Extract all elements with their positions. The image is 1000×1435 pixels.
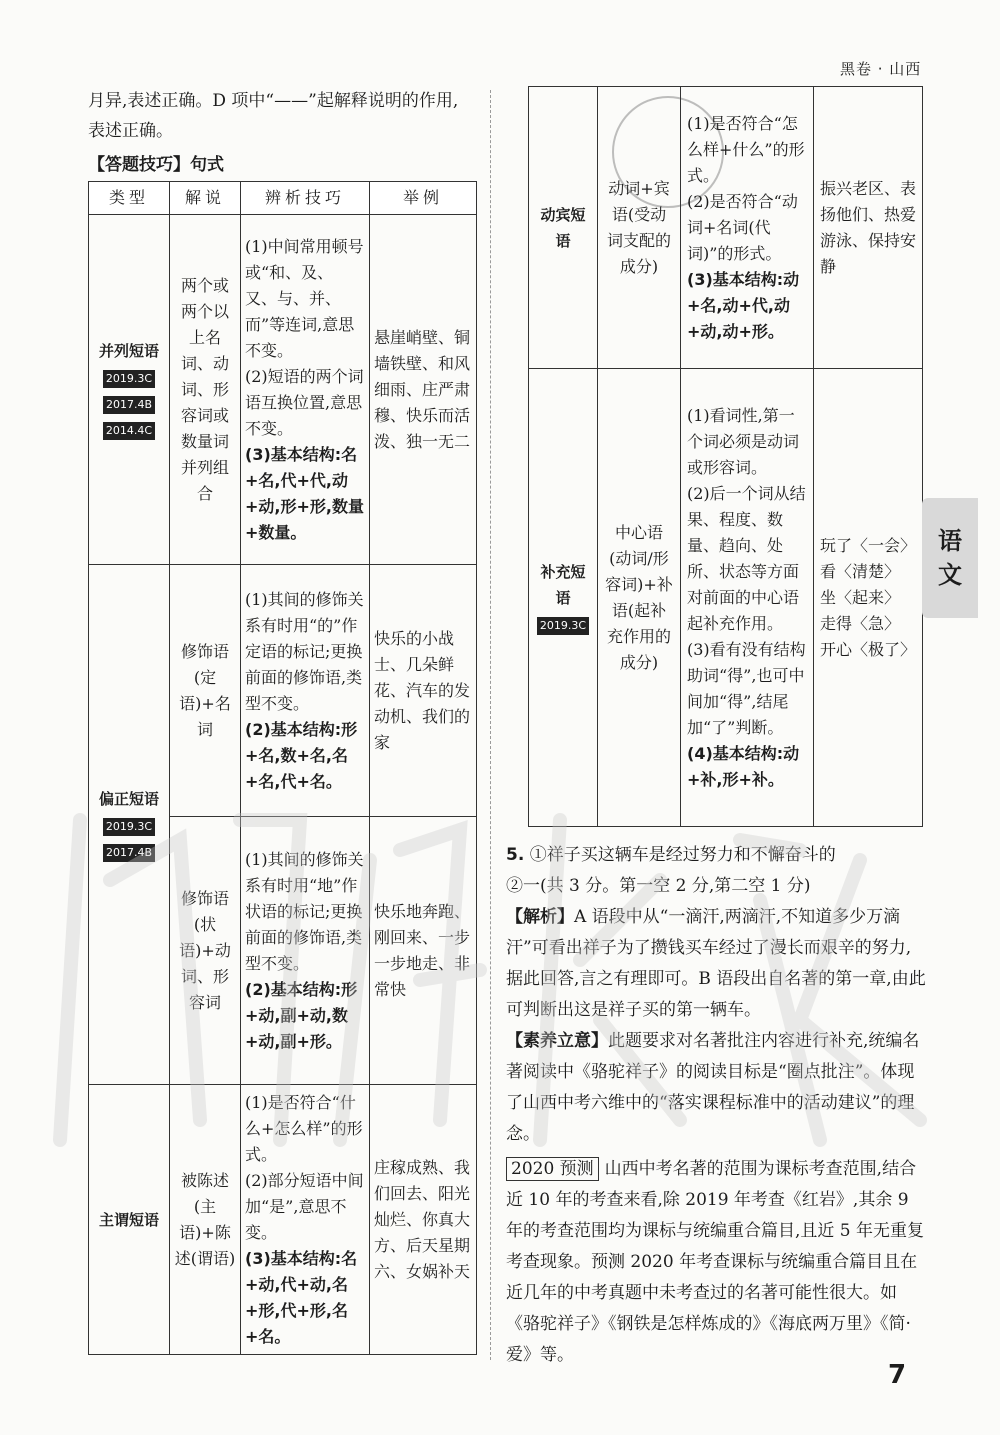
skill-cell (681, 87, 814, 369)
skill-text: (2)短语的两个词语互换位置,意思不变。 (245, 366, 364, 438)
left-column (88, 86, 478, 1355)
header-skill: 辨析技巧 (241, 182, 370, 215)
structure-label: (3)基本结构: (687, 269, 784, 289)
structure-text: 名+名,代+代,动+动,形+形,数量+数量。 (245, 444, 364, 542)
structure-text: 动+补,形+补。 (687, 743, 800, 789)
type-label: 并列短语 (98, 341, 159, 360)
exam-badge: 2017.4B (103, 396, 155, 414)
explain-cell: 修饰语(定语)+名词 (170, 565, 241, 817)
subject-tab (922, 498, 978, 618)
example-cell: 快乐地奔跑、刚回来、一步一步地走、非常快 (370, 817, 477, 1085)
predict-label: 2020 预测 (506, 1157, 599, 1181)
type-label: 补充短语 (540, 562, 586, 607)
example-item: 坐〈起来〉 (820, 587, 901, 607)
skill-cell (241, 817, 370, 1085)
type-cell (89, 215, 170, 565)
header-example: 举例 (370, 182, 477, 215)
skill-cell (241, 1085, 370, 1355)
table-row-parallel (89, 215, 477, 565)
type-label: 主谓短语 (98, 1210, 159, 1229)
explain-cell: 动词+宾语(受动词支配的成分) (598, 87, 681, 369)
skill-cell (681, 369, 814, 827)
type-cell (89, 565, 170, 1085)
structure-label: (4)基本结构: (687, 743, 784, 763)
type-cell (529, 369, 598, 827)
skill-text: (1)其间的修饰关系有时用“的”作定语的标记;更换前面的修饰语,类型不变。 (245, 589, 364, 713)
skill-cell (241, 215, 370, 565)
q5-line-2: ②一(共 3 分。第一空 2 分,第二空 1 分) (506, 876, 811, 896)
type-label: 动宾短语 (540, 205, 586, 250)
literacy-paragraph (506, 1026, 926, 1150)
exam-badge: 2014.4C (103, 422, 155, 440)
series-header: 黑卷 · 山西 (840, 60, 922, 78)
skill-text: (3)看有没有结构助词“得”,也可中间加“得”,结尾加“了”判断。 (687, 639, 806, 737)
literacy-text: 此题要求对名著批注内容进行补充,统编名著阅读中《骆驼祥子》的阅读目标是“圈点批注”。体现了山西中考六维中的“落实课程标准中的活动建议”的理念。 (506, 1031, 920, 1144)
predict-text: 山西中考名著的范围为课标考查范围,结合近 10 年的考查来看,除 2019 年考查《红岩》,其余 9 年的考查范围均为课标与统编重合篇目,且近 5 年无重复考查现象。预测 2020 年考查课标与统编重合篇目且在近几年的中考真题中未考查过的名著可能性很大。如《骆驼祥子》《钢铁是怎样炼成的》《海底两万里》《简·爱》等。 (506, 1159, 925, 1365)
phrase-table-left (88, 181, 477, 1355)
column-divider (490, 90, 491, 1360)
analysis-label: 【解析】 (506, 907, 574, 927)
intro-text (88, 86, 478, 146)
skill-text: (1)中间常用顿号或“和、及、又、与、并、而”等连词,意思不变。 (245, 236, 364, 360)
exam-badge: 2017.4B (103, 844, 155, 862)
exam-badge: 2019.3C (103, 818, 155, 836)
example-item: 走得〈急〉 (820, 613, 901, 633)
structure-text: 形+动,副+动,数+动,副+形。 (245, 979, 358, 1051)
header-type: 类型 (89, 182, 170, 215)
skill-text: (1)是否符合“怎么样+什么”的形式。 (687, 113, 805, 185)
table-row-modifier-a (89, 565, 477, 817)
type-label: 偏正短语 (98, 789, 159, 808)
explain-cell: 被陈述(主语)+陈述(谓语) (170, 1085, 241, 1355)
skill-text: (2)是否符合“动词+名词(代词)”的形式。 (687, 191, 798, 263)
explain-cell: 修饰语(状语)+动词、形容词 (170, 817, 241, 1085)
structure-label: (3)基本结构: (245, 1248, 342, 1268)
structure-label: (2)基本结构: (245, 979, 342, 999)
phrase-table-right (528, 86, 923, 827)
example-cell: 振兴老区、表扬他们、热爱游泳、保持安静 (814, 87, 923, 369)
example-cell: 快乐的小战士、几朵鲜花、汽车的发动机、我们的家 (370, 565, 477, 817)
analysis-text: A 语段中从“一滴汗,两滴汗,不知道多少万滴汗”可看出祥子为了攒钱买车经过了漫长而艰辛的努力,据此回答,言之有理即可。B 语段出自名著的第一章,由此可判断出这是祥子买的第一辆车。 (506, 907, 926, 1020)
example-cell: 悬崖峭壁、铜墙铁壁、和风细雨、庄严肃穆、快乐而活泼、独一无二 (370, 215, 477, 565)
intro-line-2: 表述正确。 (88, 121, 173, 141)
predict-paragraph (506, 1154, 926, 1371)
table-header-row (89, 182, 477, 215)
skill-text: (2)部分短语中间加“是”,意思不变。 (245, 1170, 364, 1242)
example-item: 看〈清楚〉 (820, 561, 901, 581)
q5-answer-1: ①祥子买这辆车是经过努力和不懈奋斗的 (529, 845, 836, 865)
structure-text: 动+名,动+代,动+动,动+形。 (687, 269, 800, 341)
skill-cell (241, 565, 370, 817)
question-number: 5. (506, 845, 525, 865)
type-cell (529, 87, 598, 369)
example-cell (814, 369, 923, 827)
tip-heading: 【答题技巧】句式 (88, 155, 224, 175)
skill-text: (1)看词性,第一个词必须是动词或形容词。 (687, 405, 800, 477)
table-row-verb-object (529, 87, 923, 369)
analysis-paragraph (506, 902, 926, 1026)
explain-cell: 中心语(动词/形容词)+补语(起补充作用的成分) (598, 369, 681, 827)
structure-label: (2)基本结构: (245, 719, 342, 739)
example-item: 玩了〈一会〉 (820, 535, 917, 555)
header-explain: 解说 (170, 182, 241, 215)
explain-cell: 两个或两个以上名词、动词、形容词或数量词并列组合 (170, 215, 241, 565)
table-row-complement (529, 369, 923, 827)
literacy-label: 【素养立意】 (506, 1031, 608, 1051)
example-cell: 庄稼成熟、我们回去、阳光灿烂、你真大方、后天星期六、女娲补天 (370, 1085, 477, 1355)
right-column-table (528, 86, 923, 827)
subject-tab-char: 语 (938, 527, 962, 555)
structure-text: 名+动,代+动,名+形,代+形,名+名。 (245, 1248, 358, 1346)
structure-text: 形+名,数+名,名+名,代+名。 (245, 719, 358, 791)
page-number: 7 (888, 1360, 907, 1390)
example-item: 开心〈极了〉 (820, 639, 917, 659)
answer-section (506, 840, 926, 1371)
exam-badge: 2019.3C (537, 617, 589, 635)
structure-label: (3)基本结构: (245, 444, 342, 464)
q5-line-1 (506, 840, 926, 871)
skill-text: (1)是否符合“什么+怎么样”的形式。 (245, 1092, 363, 1164)
exam-badge: 2019.3C (103, 370, 155, 388)
skill-text: (2)后一个词从结果、程度、数量、趋向、处所、状态等方面对前面的中心语起补充作用。 (687, 483, 806, 633)
subject-tab-char: 文 (938, 561, 962, 589)
table-row-subject (89, 1085, 477, 1355)
skill-text: (1)其间的修饰关系有时用“地”作状语的标记;更换前面的修饰语,类型不变。 (245, 849, 364, 973)
type-cell (89, 1085, 170, 1355)
intro-line-1: 月异,表述正确。D 项中“——”起解释说明的作用, (88, 91, 459, 111)
